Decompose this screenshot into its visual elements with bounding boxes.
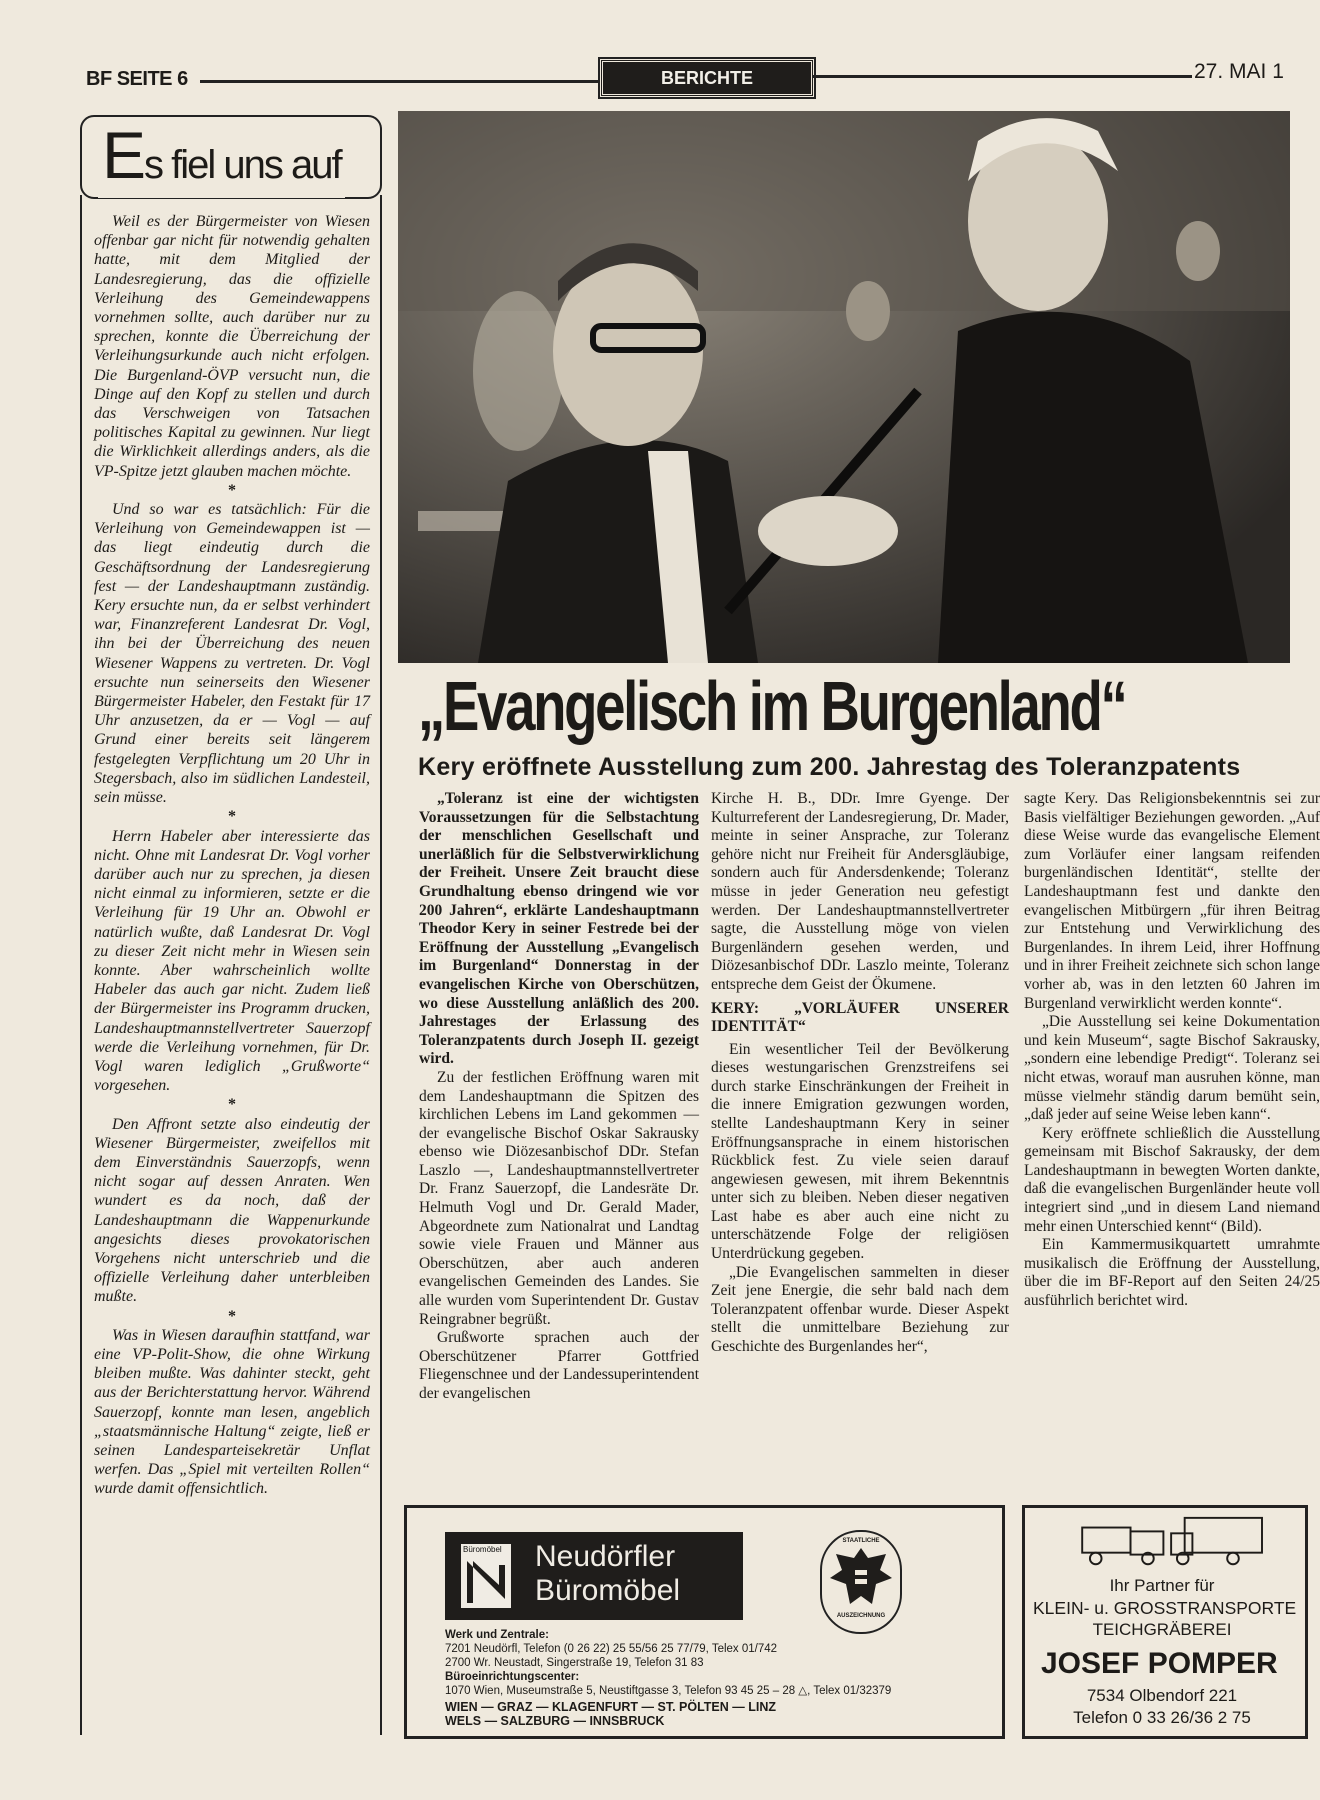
commentary-paragraph: Weil es der Bürgermeister von Wiesen offenbar gar nicht für notwendig gehalten hatte, mit dem Mitglied der Landesregierung, das die offizielle Verleihung des Gemeindewappens vornehmen sollte, auch darüber nur zu sprechen, konnte die Überreichung der Verleihungsurkunde auch nicht erfolgen. Die Burgenland-ÖVP versucht nun, die Dinge auf den Kopf zu stellen und durch das Verschweigen von Tatsachen politisches Kapital zu gewinnen. Nur liegt die Wirklichkeit allerdings anders, als die VP-Spitze jetzt glauben machen möchte. <box>94 213 370 480</box>
ad-line: 1070 Wien, Museumstraße 5, Neustiftgasse 3, Telefon 93 45 25 – 28 △, Telex 01/32379 <box>445 1685 892 1697</box>
state-award-seal <box>820 1530 902 1634</box>
article-subheadline: Kery eröffnete Ausstellung zum 200. Jahrestag des Toleranzpatents <box>418 753 1241 781</box>
commentary-paragraph: Herrn Habeler aber interessierte das nicht. Ohne mit Landesrat Dr. Vogl vorher darüber auch nur zu sprechen, ja diesen nicht einmal zu informieren, setzte er die Verleihung für 19 Uhr an. Obwohl er natürlich wußte, daß Landesrat Dr. Vogl zu dieser Zeit nicht mehr in Wiesen sein konnte. Aber wahrscheinlich wollte Habeler das auch gar nicht. Zudem ließ der Bürgermeister ins Programm drucken, Landeshauptmannstellvertreter Sauerzopf werde die Verleihung vornehmen, für Dr. Vogl waren lediglich „Grußworte“ vorgesehen. <box>94 827 370 1095</box>
ad-line: 7201 Neudörfl, Telefon (0 26 22) 25 55/56 25 77/79, Telex 01/742 <box>445 1643 778 1655</box>
article-paragraph: sagte Kery. Das Religionsbekenntnis sei zur Basis vielfältiger Beziehungen geworden. „Auf diese Weise wurde das evangelische Element zum Vorläufer einer langsam reifenden burgenländischen Identität“, stellte der Landeshauptmann fest und dankte den evangelischen Mitbürgern „für ihren Beitrag zur Entstehung und Verwirklichung des Burgenlandes. In ihrem Leid, ihrer Hoffnung und in ihrer Freiheit zeichnete sich schon lange vorher ab, was in den letzten 60 Jahren im Burgenland verwirklicht werden konnte“. <box>1024 790 1320 1012</box>
article-paragraph: Ein wesentlicher Teil der Bevölkerung dieses westungarischen Grenzstreifens sei durch starke Einschränkungen der Freiheit in die innere Emigration gezwungen worden, stellte Landeshauptmann Kery in seiner Eröffnungsansprache in einem historischen Rückblick fest. Zu viele seien darauf angewiesen gewesen, mit ihrem Bekenntnis unter sich zu bleiben. Neben dieser negativen Last habe es aber auch eine nicht zu unterschätzende Folge der religiösen Unterdrückung gegeben. <box>711 1040 1009 1263</box>
article-column-1 <box>419 790 699 1404</box>
separator: * <box>228 1096 236 1114</box>
article-headline: „Evangelisch im Burgenland“ <box>418 667 1126 745</box>
header-rule-left <box>200 80 600 83</box>
article-lead-paragraph: „Toleranz ist eine der wichtigsten Voraussetzungen für die Selbstachtung der menschlichen Gesellschaft und unerläßlich für die Selbstverwirklichung der Freiheit. Unsere Zeit braucht diese Grundhaltung ebenso dringend wie vor 200 Jahren“, erklärte Landeshauptmann Theodor Kery in seiner Festrede bei der Eröffnung der Ausstellung „Evangelisch im Burgenland“ Donnerstag in der evangelischen Kirche von Oberschützen, wo diese Ausstellung anläßlich des 200. Jahrestages der Erlassung des Toleranzpatents durch Joseph II. gezeigt wird. <box>419 790 699 1068</box>
brand-line-2: Büromöbel <box>535 1574 681 1607</box>
article-intertitle: KERY: „VORLÄUFER UNSERER IDENTITÄT“ <box>711 999 1009 1035</box>
ad-services-2: TEICHGRÄBEREI <box>1092 1620 1232 1639</box>
seal-bottom-text: AUSZEICHNUNG <box>836 1613 886 1619</box>
ad-line: WELS — SALZBURG — INNSBRUCK <box>445 1714 665 1728</box>
article-column-3-clip <box>1024 790 1320 1495</box>
article-photo <box>398 111 1290 663</box>
ad-line: Büroeinrichtungscenter: <box>445 1671 580 1683</box>
advertisement-neudoerfler <box>404 1505 1005 1739</box>
seal-top-text: STAATLICHE <box>842 1538 880 1544</box>
article-paragraph: Grußworte sprachen auch der Oberschützener Pfarrer Gottfried Fliegenschnee und der Landessuperintendent der evangelischen <box>419 1329 699 1402</box>
eagle-icon <box>822 1544 900 1608</box>
advertisement-josef-pomper <box>1022 1505 1308 1739</box>
title-initial: E <box>102 118 145 192</box>
ad-company-name: JOSEF POMPER <box>1041 1647 1278 1680</box>
truck-icons <box>1075 1514 1275 1572</box>
article-paragraph: Kirche H. B., DDr. Imre Gyenge. Der Kulturreferent der Landesregierung, Dr. Mader, meinte in seiner Ansprache, zur Toleranz gehöre nicht nur Freiheit für Andersgläubige, sondern auch für Andersdenkende; Toleranz müsse in jeder Generation neu gefestigt werden. Der Landeshauptmannstellvertreter sagte, die Ausstellung möge von vielen Burgenländern gesehen werden, und Diözesanbischof DDr. Laszlo meinte, Toleranz entspreche dem Geist der Ökumene. <box>711 790 1009 993</box>
article-paragraph: „Die Evangelischen sammelten in dieser Zeit jene Energie, die sehr bald nach dem Toleranzpatent offenbar wurde. Dieser Aspekt stellt die unmittelbare Beziehung zur Geschichte des Burgenlandes her“, <box>711 1263 1009 1356</box>
issue-date: 27. MAI 1 <box>1194 60 1284 83</box>
n-logo-icon <box>461 1544 511 1608</box>
article-paragraph: Ein Kammermusikquartett umrahmte musikalisch die Eröffnung der Ausstellung, über die im BF-Report auf den Seiten 24/25 ausführlich berichtet wird. <box>1024 1236 1320 1310</box>
ad-line: 2700 Wr. Neustadt, Singerstraße 19, Telefon 31 83 <box>445 1657 704 1669</box>
neudoerfler-logo <box>445 1532 743 1620</box>
left-column-commentary <box>94 212 370 1499</box>
ad-address: 7534 Olbendorf 221 <box>1086 1686 1238 1705</box>
ad-services: KLEIN- u. GROSSTRANSPORTE <box>1033 1598 1297 1618</box>
header-rule-right <box>812 75 1192 78</box>
article-paragraph: Kery eröffnete schließlich die Ausstellung gemeinsam mit Bischof Sakrausky, der dem Landeshauptmann in bewegten Worten dankte, daß die evangelischen Burgenländer heute voll integriert sind „und in diesem Land niemand mehr einen Unterschied kennt“ (Bild). <box>1024 1124 1320 1235</box>
separator: * <box>228 808 236 826</box>
article-paragraph: „Die Ausstellung sei keine Dokumentation und kein Museum“, sagte Bischof Sakrausky, „sondern eine lebendige Predigt“. Toleranz sei nicht etwas, worauf man ausruhen könne, man müsse vielmehr ständig darum bemüht sein, „daß jeder auf seine Weise leben kann“. <box>1024 1013 1320 1124</box>
title-rest: s fiel uns auf <box>144 143 341 187</box>
commentary-paragraph: Und so war es tatsächlich: Für die Verleihung von Gemeindewappen ist — das liegt eindeutig durch die Geschäftsordnung der Landesregierung fest — der Landeshauptmann zuständig. Kery ersuchte nun, da er selbst verhindert war, Finanzreferent Landesrat Dr. Vogl, ihn bei der Überreichung des neuen Wiesener Wappens zu vertreten. Dr. Vogl ersuchte nun seinerseits den Wiesener Bürgermeister Habeler, den Festakt für 17 Uhr anzusetzen, da er — Vogl — auf Grund einer bereits seit längerem festgelegten Verpflichtung um 20 Uhr in Stegersbach, also im südlichen Landesteil, sein müsse. <box>94 501 370 807</box>
logo-label: Büromöbel <box>463 1545 502 1554</box>
section-label: BERICHTE <box>600 59 814 97</box>
page-number: BF SEITE 6 <box>86 68 188 90</box>
left-column-title <box>98 118 345 198</box>
separator: * <box>228 1307 236 1325</box>
brand-line-1: Neudörfler <box>535 1540 676 1573</box>
article-paragraph: Zu der festlichen Eröffnung waren mit dem Landeshauptmann die Spitzen des kirchlichen Lebens im Land gekommen — der evangelische Bischof Oskar Sakrausky ebenso wie Diözesanbischof DDr. Stefan Laszlo —, Landeshauptmannstellvertreter Dr. Franz Sauerzopf, die Landesräte Dr. Helmuth Vogl und Dr. Gerald Mader, Abgeordnete zum Nationalrat und Landtag sowie viele Frauen und Männer aus Oberschützen, aber auch anderen evangelischen Gemeinden des Landes. Sie alle wurden vom Superintendent Dr. Gustav Reingrabner begrüßt. <box>419 1068 699 1328</box>
ad-contact-details <box>445 1628 985 1728</box>
ad-line: Werk und Zentrale: <box>445 1629 549 1641</box>
commentary-paragraph: Den Affront setzte also eindeutig der Wiesener Bürgermeister, zweifellos mit dem Einverständnis Sauerzopfs, wenn nicht sogar auf dessen Anraten. Wen wundert es da noch, daß der Landeshauptmann die Wappenurkunde angesichts dieses provokatorischen Vorgehens nicht unterschrieb und die offizielle Verleihung daher unterbleiben mußte. <box>94 1115 370 1306</box>
separator: * <box>228 481 236 499</box>
ad-line: WIEN — GRAZ — KLAGENFURT — ST. PÖLTEN — LINZ <box>445 1700 777 1714</box>
ad-tagline: Ihr Partner für <box>1109 1576 1215 1595</box>
commentary-paragraph: Was in Wiesen daraufhin stattfand, war eine VP-Polit-Show, die ohne Wirkung bleiben mußte. Was dahinter steckt, geht aus der Berichterstattung hervor. Während Sauerzopf, konnte man lesen, angeblich „staatsmännische Haltung“ zeigte, ließ er seinen Landesparteisekretär Unflat werfen. Das „Spiel mit verteilten Rollen“ wurde damit offensichtlich. <box>94 1326 370 1498</box>
article-column-3 <box>1024 790 1320 1311</box>
ad-phone: Telefon 0 33 26/36 2 75 <box>1073 1708 1251 1727</box>
article-column-2 <box>711 790 1009 1357</box>
